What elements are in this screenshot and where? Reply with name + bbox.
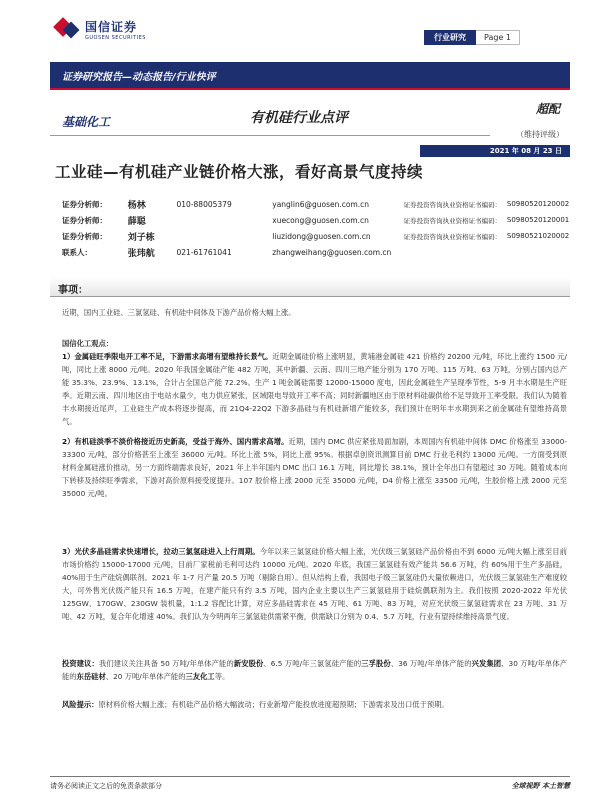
logo-name-cn: 国信证券 [85, 19, 138, 34]
page-number: Page 1 [476, 30, 520, 45]
main-title: 工业硅—有机硅产业链价格大涨，看好高景气度持续 [55, 163, 424, 181]
company-name: 三友化工 [185, 672, 215, 681]
rating-note: （维持评级） [516, 130, 564, 139]
rating: 超配 [535, 102, 560, 116]
contact-row [62, 244, 582, 260]
company-name: 东岳硅材 [76, 672, 106, 681]
sector-name: 基础化工 [62, 115, 111, 129]
investment-text: 、30 万吨/年单体产能的 [62, 659, 568, 681]
view-text-1: 近期金属硅价格上涨明显，黄埔港金属硅 421 价格约 20200 元/吨，环比上涨约 1500 元/吨，同比上涨 8000 元/吨。2020 年我国金属硅产能 482 万吨，其中新疆、云南、四川三地产能分别为 170 万吨、115 万吨、63 万吨，分别占国内总产能 35.3%、23.9%、13.1%，合计占全国总产能 72.2%。生产 1 吨金属硅需要 12000-15000 度电，因此金属硅生产呈现季节性，5-9 月丰水期是生产旺季。近期云南、四川地区由于电站水量少，电力供应紧张，区域限电导致开工率不高；同时新疆地区由于原材料硅碳供给不足导致开工率受限。我们认为随着丰水期接近尾声，工业硅生产成本将逐步提高，而 21Q4-22Q2 下游多晶硅与有机硅新增产能较多，我们预计在明年丰水期到来之前金属硅有望维持高景气。 [62, 352, 568, 426]
contact-role: 联系人： [62, 247, 92, 257]
analyst-email[interactable]: yanglin6@guosen.com.cn [272, 199, 370, 209]
view-lead-3: 3）光伏多晶硅需求快速增长，拉动三氯氢硅进入上行周期。 [62, 547, 260, 556]
event-summary: 近期，国内工业硅、三氯氢硅、有机硅中间体及下游产品价格大幅上涨。 [62, 308, 296, 317]
analyst-role: 证券分析师： [62, 215, 107, 225]
view-paragraph-1 [62, 350, 567, 428]
company-name: 新安股份 [233, 659, 264, 668]
company-name: 三孚股份 [361, 659, 391, 668]
logo-diamond-icon [56, 18, 80, 40]
analyst-name: 薛聪 [127, 216, 146, 227]
report-date: 2021 年 08 月 23 日 [420, 145, 570, 157]
report-banner: 证券研究报告—动态报告/行业快评 [50, 62, 570, 88]
view-lead-2: 2）有机硅淡季不淡价格接近历史新高，受益于海外、国内需求高增。 [62, 437, 289, 446]
investment-advice [62, 657, 567, 683]
logo-name-en: GUOSEN SECURITIES [85, 34, 146, 41]
header-tag [424, 30, 520, 45]
view-paragraph-2 [62, 435, 567, 500]
section-heading: 事项： [50, 277, 570, 297]
investment-label: 投资建议： [62, 659, 99, 668]
investment-text: 、36 万吨/年单体产能的 [390, 659, 472, 668]
analyst-role: 证券分析师： [62, 231, 107, 241]
investment-text: 、20 万吨/年单体产能的 [105, 672, 186, 681]
analyst-row [62, 228, 582, 244]
analyst-cert-label: 证券投资咨询执业资格证书编码： [403, 216, 502, 225]
risk-text: 原材料价格大幅上涨；有机硅产品价格大幅波动；行业新增产能投放进度超预期；下游需求及出口低于预期。 [98, 700, 449, 709]
views-heading: 国信化工观点： [62, 339, 114, 348]
view-text-3: 今年以来三氯氢硅价格大幅上涨，光伏级三氯氢硅产品价格由不到 6000 元/吨大幅上涨至目前市场价格约 15000-17000 元/吨，目前厂家税前毛利可达约 10000 元/吨。2020 年底，我国三氯氢硅有效产能共 56.6 万吨，约 60%用于生产多晶硅，40%用于生产硅烷偶联剂。2021 年 1-7 月产量 20.5 万吨（剔除自用）。但从结构上看，我国电子级三氯氢硅仍大量依赖进口，光伏级三氯氢硅生产难度较大，可外售光伏级产能只有 16.5 万吨，在建产能只有约 3.5 万吨，国内企业主要以生产三氯氢硅用于硅烷偶联剂为主。我们按照 2020-2022 年光伏 125GW、170GW、230GW 装机量，1:1.2 容配比计算，对应多晶硅需求在 45 万吨、61 万吨、83 万吨，对应光伏级三氯氢硅需求在 23 万吨、31 万吨、42 万吨，复合年化增速 40%。我们认为今明两年三氯氢硅供需紧平衡，供需缺口分别为 0.4、5.7 万吨，行业有望持续维持高景气度。 [62, 547, 567, 621]
page-footer [50, 776, 570, 791]
analyst-cert-code: S0980520120002 [506, 200, 570, 208]
footer-disclaimer: 请务必阅读正文之后的免责条款部分 [50, 782, 162, 790]
contact-phone: 021-61761041 [176, 247, 232, 257]
report-type-tag: 行业研究 [424, 30, 476, 45]
contact-name: 张玮航 [127, 248, 155, 259]
contact-email[interactable]: zhangweihang@guosen.com.cn [272, 247, 392, 257]
investment-text: 我们建议关注具备 50 万吨/年单体产能的 [98, 659, 234, 668]
investment-text: 等。 [214, 672, 230, 681]
investment-text: 、6.5 万吨/年三氯氢硅产能的 [263, 659, 362, 668]
analyst-cert-label: 证券投资咨询执业资格证书编码： [403, 200, 502, 209]
analyst-row [62, 212, 582, 228]
report-title: 有机硅行业点评 [250, 110, 348, 126]
analyst-cert-label: 证券投资咨询执业资格证书编码： [403, 232, 502, 241]
risk-label: 风险提示： [62, 700, 99, 709]
title-divider [50, 135, 490, 136]
view-lead-1: 1）金属硅旺季限电开工率不足，下游需求高增有望维持长景气。 [62, 352, 273, 361]
analyst-email[interactable]: liuzidong@guosen.com.cn [272, 231, 371, 241]
view-text-2: 近期，国内 DMC 供应紧张局面加剧，本周国内有机硅中间体 DMC 价格涨至 33000-33300 元/吨，部分价格甚至上涨至 36000 元/吨。环比上涨 5%，同比上涨 95%。根据卓创资讯测算目前 DMC 行业毛利约 13000 元/吨。一方面受到原材料金属硅涨价推动，另一方面终端需求良好，2021 年上半年国内 DMC 出口 16.1 万吨，同比增长 38.1%，预计全年出口有望超过 30 万吨。随着成本向下转移及持续旺季需求，下游对高价原料接受度提升。107 胶价格上涨 2000 元至 35000 元/吨，D4 价格上涨至 33500 元/吨，生胶价格上涨 2000 元至 35000 元/吨。 [62, 437, 568, 498]
analyst-table [62, 196, 582, 260]
view-paragraph-3 [62, 545, 567, 623]
analyst-email[interactable]: xuecong@guosen.com.cn [272, 215, 369, 225]
company-name: 兴发集团 [471, 659, 502, 668]
analyst-cert-code: S0980521020002 [506, 232, 570, 240]
company-logo [56, 16, 176, 42]
analyst-phone: 010-88005379 [176, 199, 232, 209]
footer-slogan: 全球视野 本土智慧 [511, 782, 570, 790]
analyst-name: 刘子栋 [127, 232, 155, 243]
risk-warning [62, 698, 567, 711]
analyst-cert-code: S0980520120001 [506, 216, 570, 224]
banner-divider [50, 88, 570, 90]
analyst-role: 证券分析师： [62, 199, 107, 209]
analyst-row [62, 196, 582, 212]
analyst-name: 杨林 [127, 200, 146, 211]
